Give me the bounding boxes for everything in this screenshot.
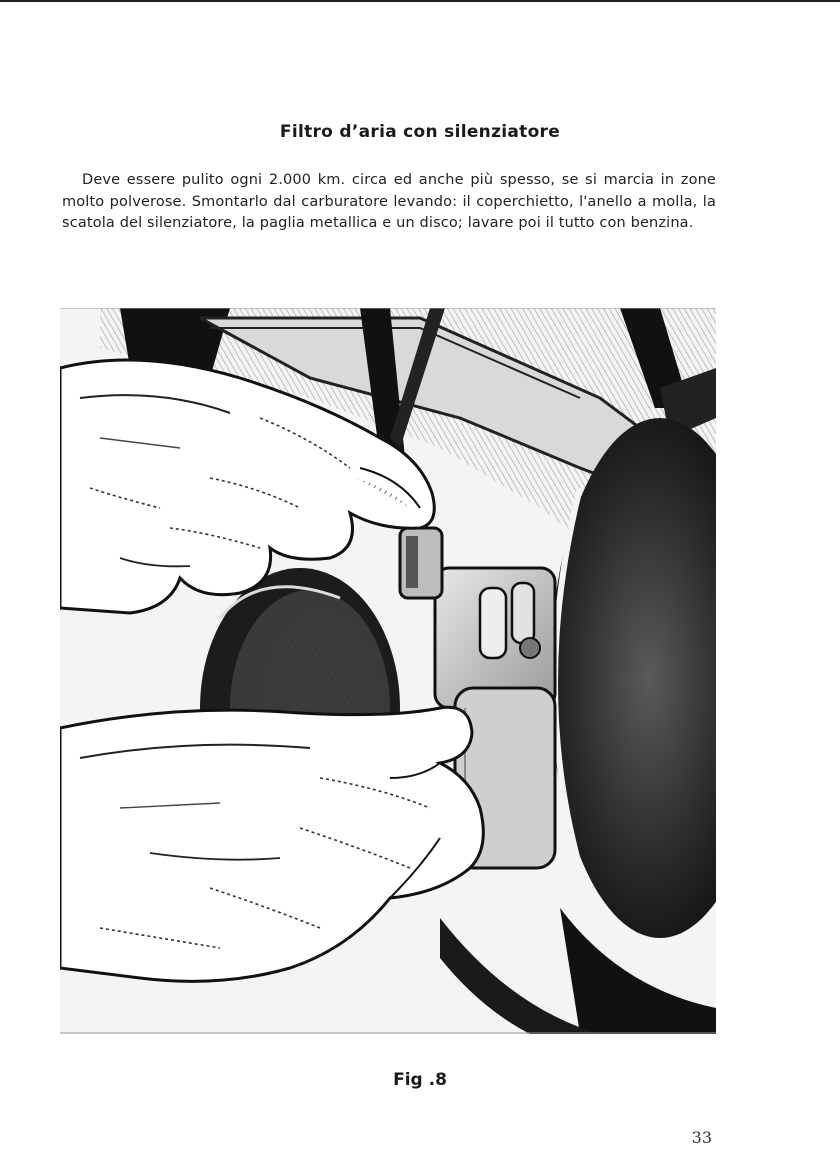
body-paragraph: Deve essere pulito ogni 2.000 km. circa ed anche più spesso, se si marcia in zone molto polverose. Smontarlo dal carburatore levando: il coperchietto, l'anello a molla, la scatola del silenziatore, la paglia metallica e un disco; lavare poi il tutto con benzina. (62, 172, 716, 231)
figure-illustration (60, 308, 716, 1034)
page-number: 33 (691, 1128, 712, 1147)
carburetor-hands-drawing (60, 308, 716, 1034)
section-heading: Filtro d’aria con silenziatore (279, 122, 561, 142)
page-top-border (0, 0, 840, 2)
figure-caption: Fig .8 (393, 1070, 447, 1090)
